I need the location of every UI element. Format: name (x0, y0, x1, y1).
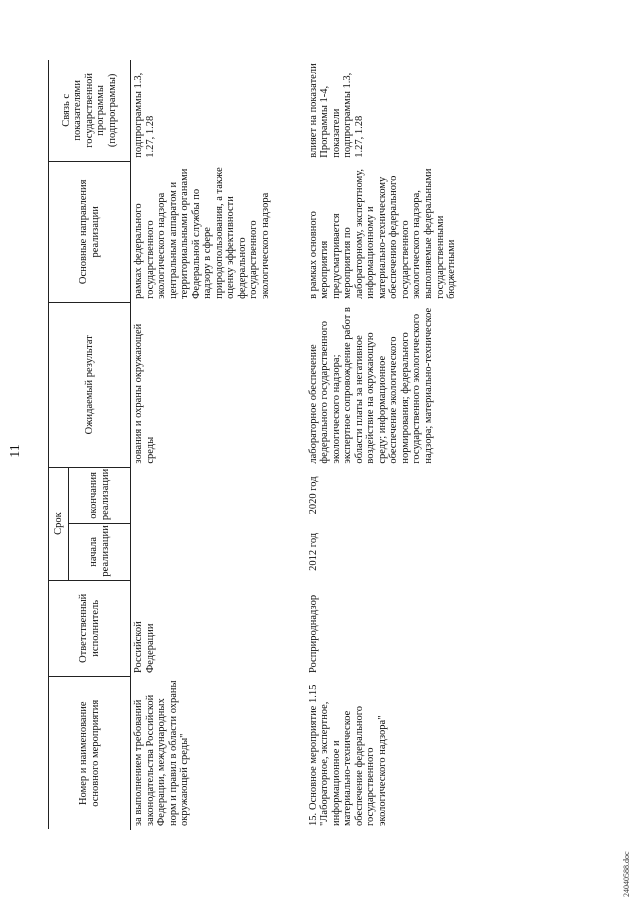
cell-start (131, 524, 306, 580)
cell-executor: Российской Федерации (133, 621, 156, 674)
activities-table (48, 60, 460, 830)
cell-end (131, 467, 306, 523)
document-code: 24040588.doc (622, 851, 631, 897)
cell-link: подпрограммы 1.3, 1.27, 1.28 (133, 72, 156, 158)
header-directions: Основные направления реализации (49, 161, 131, 302)
cell-directions: в рамках основного мероприятия предусматривается мероприятия по лабораторному, экспертному, информационному и материально-техническому обеспечению федерального государственного экологического надзора, выполняемые федеральными государственными бюджетными (307, 168, 458, 299)
cell-start: 2012 год (307, 532, 319, 571)
cell-link: влияет на показатели Программы 1-4, показатели подпрограммы 1.3, 1.27, 1.28 (307, 63, 365, 158)
cell-result: лабораторное обеспечение федерального государственного экологического надзора; экспертное сопровождение работ в области платы за негативное воздействие на окружающую среду; информационное обеспечение экологического нормирования; федерального государственного экологического надзора; материально-техническое (307, 307, 434, 464)
cell-name: за выполнением требований законодательства Российской Федерации, международных норм и правил в области охраны окружающей среды" (133, 680, 191, 826)
cell-result: зования и охраны окружающей среды (133, 323, 156, 464)
cell-executor: Росприроднадзор (307, 594, 319, 674)
table-row (131, 60, 306, 830)
header-end: окончания реализации (69, 467, 131, 523)
header-executor: Ответственный исполнитель (49, 580, 131, 676)
header-term: Срок (49, 467, 69, 580)
cell-end: 2020 год (307, 476, 319, 515)
header-result: Ожидаемый результат (49, 302, 131, 467)
row-number: 15. (307, 812, 319, 826)
table-row (306, 60, 460, 830)
cell-directions: рамках федерального государственного экологического надзора центральным аппаратом и территориальными органами Федеральной службы по надзору в сфере природопользования, а также оценку эффективности федерального государственного экологического надзора (133, 167, 272, 299)
page-number: 11 (8, 444, 23, 458)
header-link: Связь с показателями государственной программы (подпрограммы) (49, 60, 131, 161)
cell-name: 15.Основное мероприятие 1.15 "Лабораторное, экспертное, информационное и материально-техническое обеспечение федерального государственного экологического надзора" (307, 684, 388, 826)
header-start: начала реализации (69, 524, 131, 580)
header-name: Номер и наименование основного мероприятия (49, 677, 131, 830)
